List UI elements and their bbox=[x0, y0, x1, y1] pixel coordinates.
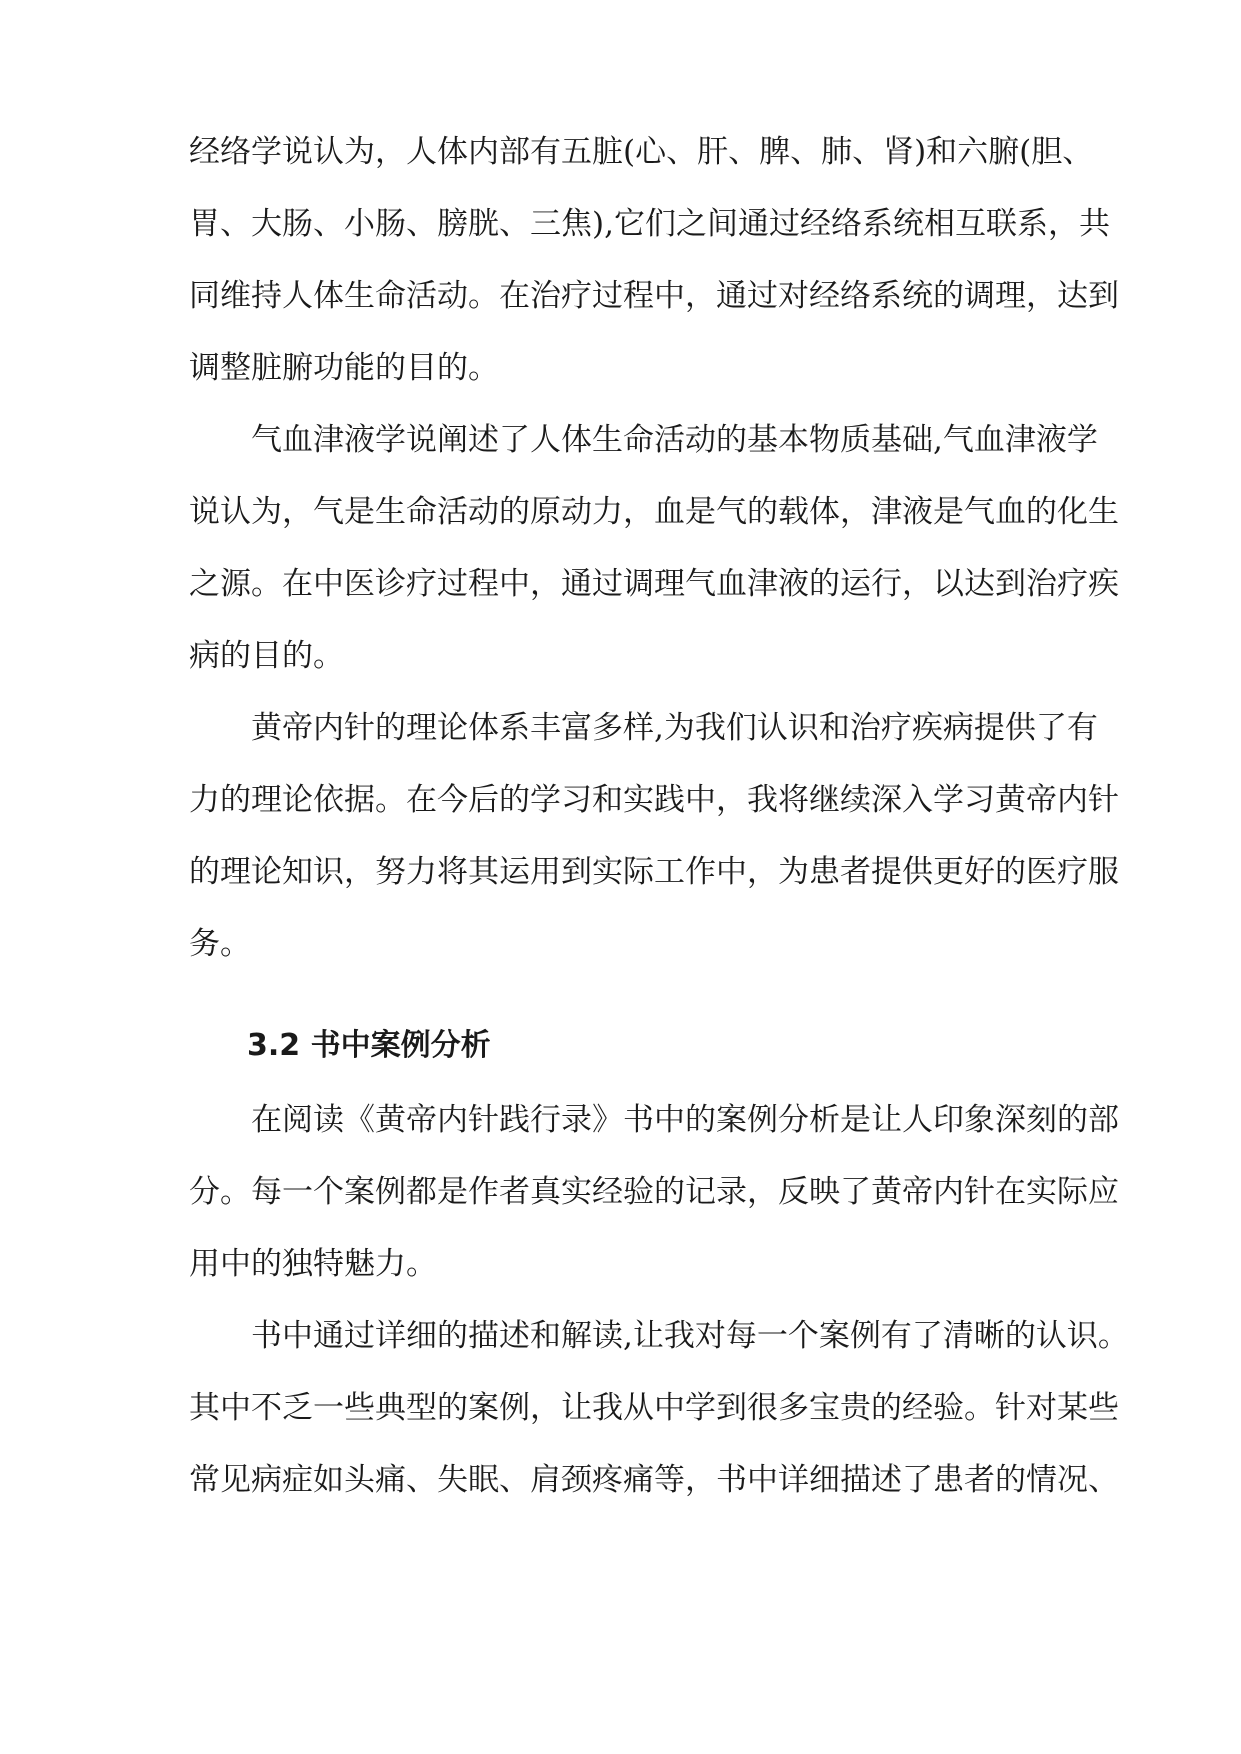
paragraph-3-line-2: 力的理论依据。在今后的学习和实践中，我将继续深入学习黄帝内针 bbox=[189, 782, 1119, 818]
paragraph-1-line-4: 调整脏腑功能的目的。 bbox=[189, 350, 499, 386]
paragraph-2-line-3: 之源。在中医诊疗过程中，通过调理气血津液的运行，以达到治疗疾 bbox=[189, 566, 1119, 602]
paragraph-2-line-1: 气血津液学说阐述了人体生命活动的基本物质基础,气血津液学 bbox=[189, 422, 1098, 458]
paragraph-2-line-4: 病的目的。 bbox=[189, 638, 344, 674]
paragraph-5-line-3: 常见病症如头痛、失眠、肩颈疼痛等，书中详细描述了患者的情况、 bbox=[189, 1462, 1119, 1498]
paragraph-4-line-3: 用中的独特魅力。 bbox=[189, 1246, 437, 1282]
paragraph-1-line-2: 胃、大肠、小肠、膀胱、三焦),它们之间通过经络系统相互联系，共 bbox=[189, 206, 1110, 242]
paragraph-3-line-1: 黄帝内针的理论体系丰富多样,为我们认识和治疗疾病提供了有 bbox=[189, 710, 1098, 746]
paragraph-2-line-2: 说认为，气是生命活动的原动力，血是气的载体，津液是气血的化生 bbox=[189, 494, 1119, 530]
paragraph-1-line-1: 经络学说认为，人体内部有五脏(心、肝、脾、肺、肾)和六腑(胆、 bbox=[189, 134, 1094, 170]
paragraph-4-line-1: 在阅读《黄帝内针践行录》书中的案例分析是让人印象深刻的部 bbox=[189, 1102, 1119, 1138]
paragraph-5-line-2: 其中不乏一些典型的案例，让我从中学到很多宝贵的经验。针对某些 bbox=[189, 1390, 1119, 1426]
section-heading: 3.2 书中案例分析 bbox=[247, 1028, 491, 1063]
paragraph-3-line-3: 的理论知识，努力将其运用到实际工作中，为患者提供更好的医疗服 bbox=[189, 854, 1119, 890]
paragraph-4-line-2: 分。每一个案例都是作者真实经验的记录，反映了黄帝内针在实际应 bbox=[189, 1174, 1119, 1210]
paragraph-5-line-1: 书中通过详细的描述和解读,让我对每一个案例有了清晰的认识。 bbox=[189, 1318, 1129, 1354]
paragraph-1-line-3: 同维持人体生命活动。在治疗过程中，通过对经络系统的调理，达到 bbox=[189, 278, 1119, 314]
paragraph-3-line-4: 务。 bbox=[189, 926, 251, 962]
